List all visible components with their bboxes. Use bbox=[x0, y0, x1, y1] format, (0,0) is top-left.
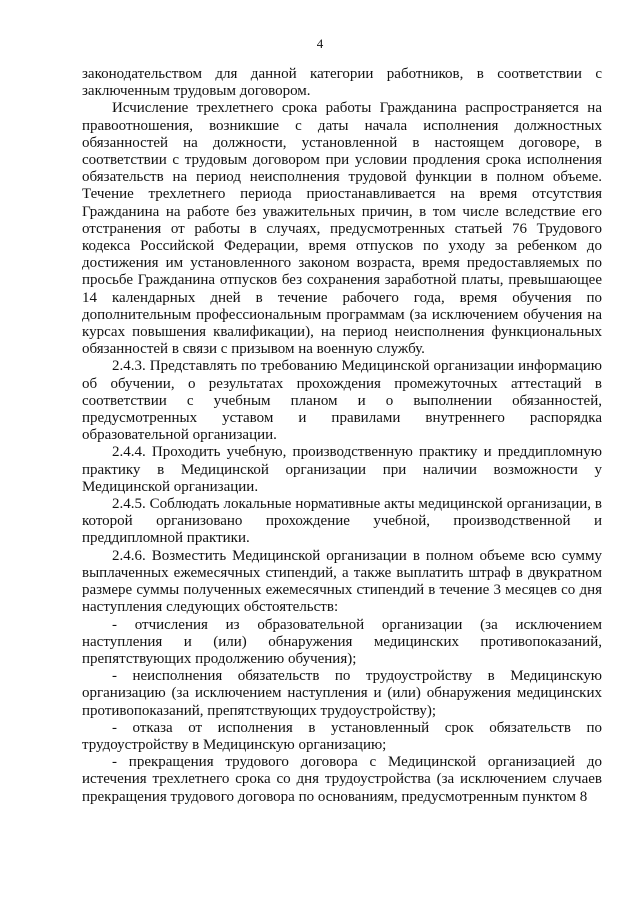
paragraph-term-calculation: Исчисление трехлетнего срока работы Гражданина распространяется на правоотношения, возникшие с даты начала исполнения должностных обязанностей на должности, установленной в настоящем договоре, в соответствии с трудовым договором при условии продления срока исполнения обязательств на период неисполнения трудовой функции в полном объеме. Течение трехлетнего периода приостанавливается на время отсутствия Гражданина на работе без уважительных причин, в том числе вследствие его отстранения от работы в случаях, предусмотренных статьей 76 Трудового кодекса Российской Федерации, время отпусков по уходу за ребенком до достижения им установленного законом возраста, время предоставляемых по просьбе Гражданина отпусков без сохранения заработной платы, превышающее 14 календарных дней в течение рабочего года, время обучения по дополнительным профессиональным программам (за исключением обучения на курсах повышения квалификации), на период неисполнения функциональных обязанностей в связи с призывом на военную службу. bbox=[82, 100, 602, 358]
clause-2-4-4: 2.4.4. Проходить учебную, производственную практику и преддипломную практику в Медицинской организации при наличии возможности у Медицинской организации. bbox=[82, 444, 602, 495]
clause-2-4-6: 2.4.6. Возместить Медицинской организации в полном объеме всю сумму выплаченных ежемесячных стипендий, а также выплатить штраф в двукратном размере суммы полученных ежемесячных стипендий в течение 3 месяцев со дня наступления следующих обстоятельств: bbox=[82, 547, 602, 616]
list-item-expulsion: - отчисления из образовательной организации (за исключением наступления и (или) обнаружения медицинских противопоказаний, препятствующих продолжению обучения); bbox=[82, 616, 602, 667]
list-item-termination: - прекращения трудового договора с Медицинской организацией до истечения трехлетнего срока со дня трудоустройства (за исключением случаев прекращения трудового договора по основаниям, предусмотренным пунктом 8 bbox=[82, 754, 602, 805]
clause-2-4-5: 2.4.5. Соблюдать локальные нормативные акты медицинской организации, в которой организовано прохождение учебной, производственной и преддипломной практики. bbox=[82, 496, 602, 547]
list-item-refusal: - отказа от исполнения в установленный срок обязательств по трудоустройству в Медицинскую организацию; bbox=[82, 719, 602, 753]
clause-2-4-3: 2.4.3. Представлять по требованию Медицинской организации информацию об обучении, о результатах прохождения промежуточных аттестаций в соответствии с учебным планом и о выполнении обязанностей, предусмотренных уставом и правилами внутреннего распорядка образовательной организации. bbox=[82, 358, 602, 444]
page-number: 4 bbox=[316, 36, 324, 51]
document-body bbox=[82, 66, 602, 806]
paragraph-continuation: законодательством для данной категории работников, в соответствии с заключенным трудовым договором. bbox=[82, 66, 602, 100]
list-item-employment-obligation: - неисполнения обязательств по трудоустройству в Медицинскую организацию (за исключением наступления и (или) обнаружения медицинских противопоказаний, препятствующих трудоустройству); bbox=[82, 668, 602, 719]
